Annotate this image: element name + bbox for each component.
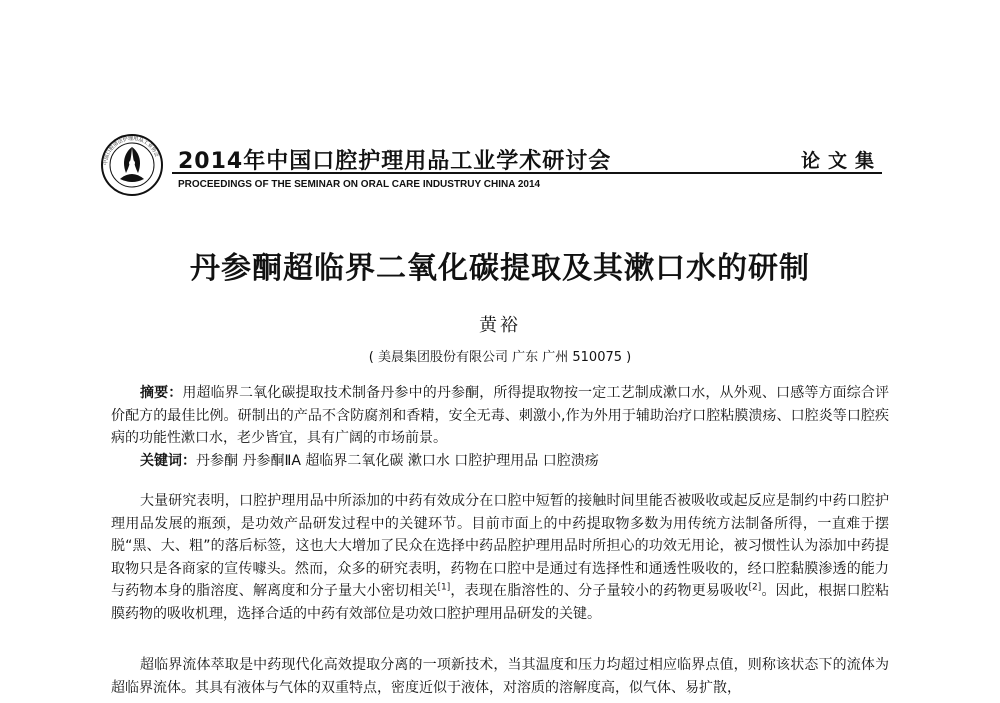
citation-2: [2] — [748, 582, 762, 593]
proceedings-subtitle: PROCEEDINGS OF THE SEMINAR ON ORAL CARE INDUSTRUY CHINA 2014 — [178, 179, 541, 190]
keywords-text: 丹参酮 丹参酮ⅡA 超临界二氧化碳 漱口水 口腔护理用品 口腔溃疡 — [196, 453, 599, 469]
body-p1-part-a: 大量研究表明，口腔护理用品中所添加的中药有效成分在口腔中短暂的接触时间里能否被吸收或起反应是制约中药口腔护理用品发展的瓶颈，是功效产品研发过程中的关键环节。目前市面上的中药提取物多数为用传统方法制备所得，一直难于摆脱“黑、大、粗”的落后标签，这也大大增加了民众在选择中药品腔护理用品时所担心的功效无用论，被习惯性认为添加中药提取物只是各商家的宣传噱头。然而，众多的研究表明，药物在口腔中是通过有选择性和通透性吸收的，经口腔黏膜渗透的能力与药物本身的脂溶度、解离度和分子量大小密切相关 — [111, 493, 889, 599]
body-p1-part-c: 。因此，根据口腔粘膜药物的吸收机理，选择合适的中药有效部位是功效口腔护理用品研发的关键。 — [111, 583, 890, 622]
abstract — [111, 382, 889, 450]
keywords — [111, 450, 889, 473]
abstract-label: 摘要： — [140, 385, 183, 401]
author-name: 黄裕 — [479, 315, 521, 336]
logo-lettering: 中国口腔清洁护理用品工业协会 — [102, 135, 160, 166]
body-paragraph-1 — [111, 490, 889, 625]
abstract-text: 用超临界二氧化碳提取技术制备丹参中的丹参酮，所得提取物按一定工艺制成漱口水，从外观、口感等方面综合评价配方的最佳比例。研制出的产品不含防腐剂和香精，安全无毒、刺激小,作为外用于辅助治疗口腔粘膜溃疡、口腔炎等口腔疾病的功能性漱口水，老少皆宜，具有广阔的市场前景。 — [111, 385, 889, 446]
body-p1-part-b: ，表现在脂溶性的、分子量较小的药物更易吸收 — [450, 583, 749, 599]
citation-1: [1] — [437, 582, 451, 593]
collection-label: 论文集 — [800, 150, 882, 172]
proceedings-title: 2014年中国口腔护理用品工业学术研讨会 — [178, 149, 612, 174]
conference-logo-icon — [100, 133, 164, 197]
paper-title: 丹参酮超临界二氧化碳提取及其漱口水的研制 — [190, 251, 810, 286]
body-paragraph-2: 超临界流体萃取是中药现代化高效提取分离的一项新技术，当其温度和压力均超过相应临界点值，则称该状态下的流体为超临界流体。其具有液体与气体的双重特点，密度近似于液体，对溶质的溶解度高，似气体、易扩散， — [111, 657, 889, 696]
keywords-label: 关键词： — [140, 453, 196, 469]
author-affiliation: ( 美晨集团股份有限公司 广东 广州 510075 ) — [368, 350, 632, 365]
header-rule — [172, 172, 882, 174]
